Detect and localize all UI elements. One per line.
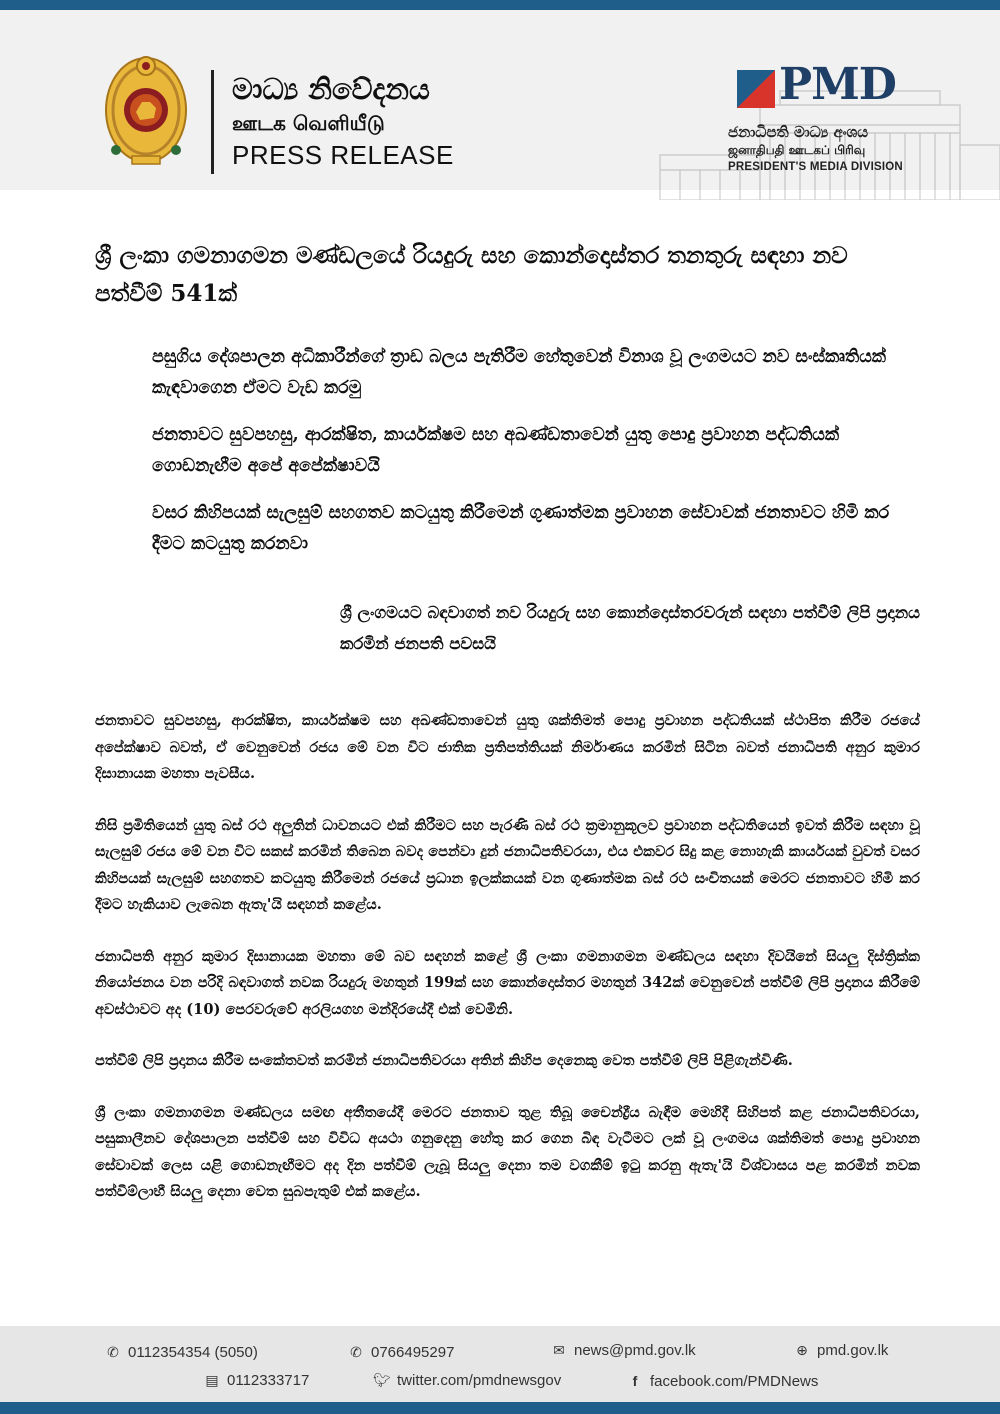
facebook-text: facebook.com/PMDNews <box>650 1373 819 1390</box>
fax-text: 0112333717 <box>227 1372 310 1389</box>
phone-icon: ✆ <box>107 1345 119 1361</box>
sri-lanka-emblem-icon <box>104 52 188 170</box>
footer-email[interactable] <box>550 1341 696 1361</box>
body-paragraph: පත්වීම් ලිපි ප්‍රදානය කිරීම සංකේතවත් කරමින් ජනාධිපතිවරයා අතින් කිහිප දෙනෙකු වෙත පත්වීම් ලිපි පිළිගැන්විණි. <box>95 1052 793 1069</box>
bottom-accent-bar <box>0 1402 1000 1414</box>
body-paragraph: නිසි ප්‍රමිතියෙන් යුතු බස් රථ අලුතින් ධාවනයට එක් කිරීමට සහ පැරණි බස් රථ ක්‍රමානුකූලව ප්‍රවාහන පද්ධතියෙන් ඉවත් කිරීම සඳහා වූ සැලසුම් රජය මේ වන විට සකස් කරමින් තිබෙන බවද පෙන්වා දුන් ජනාධිපතිවරයා, එය එකවර සිදු කළ නොහැකි කාර්යයක් වුවත් වසර කිහිපයක් සැලසුම් සහගතව කටයුතු කිරීමෙන් රජයේ ප්‍රධාන ඉලක්කයක් වන ගුණාත්මක බස් රථ සංචිතයක් මෙරට ජනතාවට හිමි කර දීමට හැකියාව ලැබෙන ඇතැ'යි සඳහන් කළේය. <box>95 816 920 913</box>
fax-icon: ▤ <box>205 1373 219 1389</box>
footer-facebook[interactable] <box>626 1371 818 1392</box>
top-accent-bar <box>0 0 1000 10</box>
website-text: pmd.gov.lk <box>817 1342 889 1359</box>
body-paragraph: ශ්‍රී ලංකා ගමනාගමන මණ්ඩලය සමඟ අතීතයේදී මෙරට ජනතාව තුළ තිබූ චෛන්ද්‍රීය බැඳීම මෙහිදී සිහිපත් කළ ජනාධිපතිවරයා, පසුකාලීනව දේශපාලන පත්වීම් සහ විවිධ අයථා ගනුදෙනු හේතු කර ගෙන බිඳ වැටීමට ලක් වූ ලංගමය ශක්තිමත් පොදු ප්‍රවාහන සේවාවක් ලෙස යළි ගොඩනැඟීමට අද දින පත්වීම් ලැබූ සියලු දෙනා තම වගකීම් ඉටු කරනු ඇතැ'යි විශ්වාසය පළ කරමින් නවක පත්වීම්ලාභී සියලු දෙනා වෙත සුබපැතුම් එක් කළේය. <box>95 1103 920 1200</box>
letterhead <box>0 10 1000 190</box>
article-title: ශ්‍රී ලංකා ගමනාගමන මණ්ඩලයේ රියදුරු සහ කොන්දොස්තර තනතුරු සඳහා නව පත්වීම් 541ක් <box>95 242 848 307</box>
body-paragraph: ජනාධිපති අනුර කුමාර දිසානායක මහතා මේ බව සඳහන් කළේ ශ්‍රී ලංකා ගමනාගමන මණ්ඩලය සඳහා දිවයිනේ සියලු දිස්ත්‍රික්ක නියෝජනය වන පරිදි බඳවාගත් නවක රියදුරු මහතුන් 199ක් සහ කොන්දොස්තර මහතුන් 342ක් වෙනුවෙන් පත්වීම් ලිපි ප්‍රදානය කිරීමේ අවස්ථාවට අද (10) පෙරවරුවේ අරලියගහ මන්දිරයේදී එක් වෙමිනි. <box>95 947 920 1018</box>
facebook-icon: f <box>632 1373 638 1389</box>
phone-2-text: 0766495297 <box>371 1344 455 1361</box>
highlight-item: ජනතාවට සුවපහසු, ආරක්ෂිත, කාර්යක්ෂම සහ අඛණ්ඩතාවෙන් යුතු පොදු ප්‍රවාහන පද්ධතියක් ගොඩනැඟීම අපේ අපේක්ෂාවයි <box>152 425 840 476</box>
envelope-icon: ✉ <box>553 1343 565 1359</box>
header-divider <box>211 70 214 174</box>
body-paragraph: ජනතාවට සුවපහසු, ආරක්ෂිත, කාර්යක්ෂම සහ අඛණ්ඩතාවෙන් යුතු ශක්තිමත් පොදු ප්‍රවාහන පද්ධතියක් ස්ථාපිත කිරීම රජයේ අපේක්ෂාව බවත්, ඒ වෙනුවෙන් රජය මේ වන විට ජාතික ප්‍රතිපත්තියක් නිර්මාණය කරමින් සිටින බවත් ජනාධිපති අනුර කුමාර දිසානායක මහතා පැවසීය. <box>95 712 920 782</box>
highlight-item: පසුගිය දේශපාලන අධිකාරීන්ගේ ත්‍රාඩ බලය පැතිරීම හේතුවෙන් විනාශ වූ ලංගමයට නව සංස්කෘතියක් කැඳවාගෙන ඒමට වැඩ කරමු <box>152 347 886 398</box>
division-tamil: ஜனாதிபதி ஊடகப் பிரிவு <box>728 143 866 157</box>
twitter-icon: 🐦︎ <box>373 1373 391 1389</box>
twitter-text: twitter.com/pmdnewsgov <box>397 1372 562 1389</box>
highlights-list <box>152 342 917 576</box>
highlight-item: වසර කිහිපයක් සැලසුම් සහගතව කටයුතු කිරීමෙන් ගුණාත්මක ප්‍රවාහන සේවාවක් ජනතාවට හිමි කර දීමට කටයුතු කරනවා <box>152 503 890 554</box>
division-english: PRESIDENT'S MEDIA DIVISION <box>728 161 903 173</box>
article-body <box>95 708 920 1231</box>
footer-phone-2[interactable] <box>347 1343 454 1363</box>
pmd-logo-mark-icon <box>737 70 775 108</box>
pmd-division-name <box>728 122 903 175</box>
footer-website[interactable] <box>793 1341 888 1361</box>
division-sinhala: ජනාධිපති මාධ්‍ය අංශය <box>728 123 869 141</box>
title-english: PRESS RELEASE <box>232 140 454 170</box>
footer-twitter[interactable] <box>373 1371 561 1391</box>
pmd-logo-text: PMD <box>779 59 896 110</box>
globe-icon: ⊕ <box>796 1343 808 1359</box>
article-subheading: ශ්‍රී ලංගමයට බඳවාගත් නව රියදුරු සහ කොන්දොස්තරවරුන් සඳහා පත්වීම් ලිපි ප්‍රදානය කරමින් ජනපති පවසයි <box>340 603 920 653</box>
phone-1-text: 0112354354 (5050) <box>128 1344 258 1361</box>
phone-icon: ✆ <box>350 1345 362 1361</box>
title-tamil: ஊடக வெளியீடு <box>232 111 385 135</box>
email-text: news@pmd.gov.lk <box>574 1342 696 1359</box>
footer-phone-1[interactable] <box>104 1343 258 1363</box>
press-release-heading <box>232 72 454 170</box>
contact-footer <box>0 1326 1000 1402</box>
footer-fax[interactable] <box>203 1371 309 1391</box>
title-sinhala: මාධ්‍ය නිවේදනය <box>232 72 430 106</box>
